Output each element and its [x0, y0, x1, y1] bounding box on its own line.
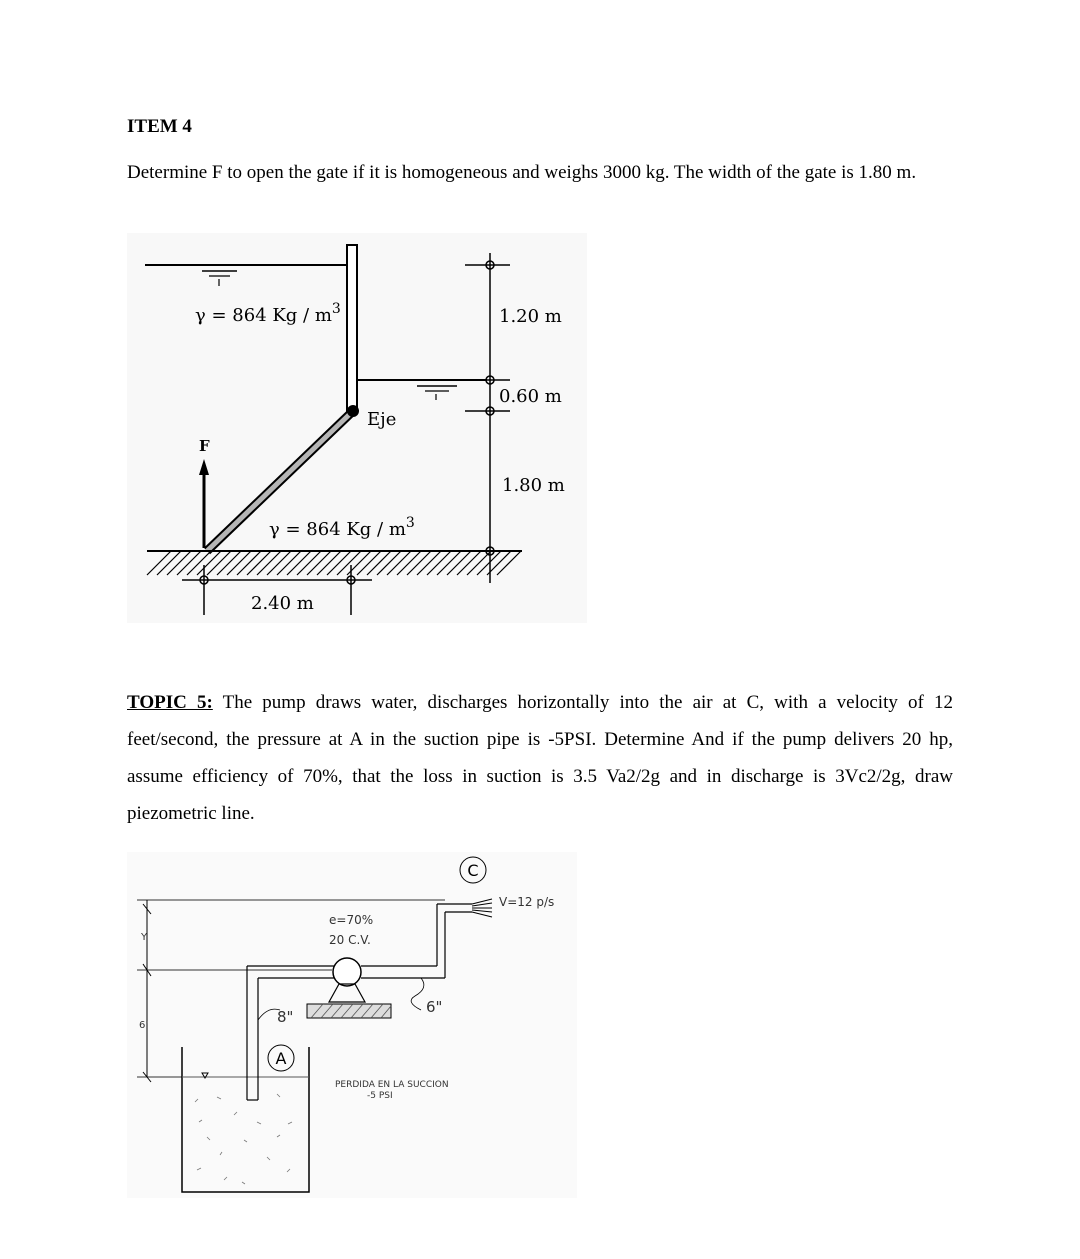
pipe-6-label: 6" — [426, 998, 443, 1016]
dim-2-label: 0.60 m — [499, 386, 562, 407]
pump-body — [333, 958, 361, 986]
topic5-body: The pump draws water, discharges horizontally into the air at C, with a velocity of 12 feet/second, the pressure at A in the suction pipe is -5PSI. Determine And if the pump delivers 20 hp, assume efficiency of 70%, that the loss in suction is 3.5 Va2/2g and in discharge is 3Vc2/2g, draw piezometric line. — [127, 692, 953, 824]
item4-heading: ITEM 4 — [127, 116, 192, 137]
hinge — [347, 405, 359, 417]
gate-diagram — [127, 233, 587, 623]
pump-base — [307, 1004, 391, 1018]
dim-1-label: 1.20 m — [499, 306, 562, 327]
dim-6-label: 6' — [139, 1020, 149, 1031]
dim-4-label: 2.40 m — [251, 593, 314, 614]
loss-value: -5 PSI — [367, 1091, 393, 1101]
velocity-label: V=12 p/s — [499, 895, 555, 909]
pipe-8-label: 8" — [277, 1008, 294, 1026]
gamma-top-label: γ = 864 Kg / $m^3$ — [195, 301, 341, 326]
point-a-label: A — [275, 1049, 287, 1068]
point-c-label: C — [467, 861, 479, 880]
pump-diagram — [127, 852, 577, 1198]
vertical-wall — [347, 245, 357, 413]
efficiency-label: e=70% — [329, 913, 374, 927]
topic5-text — [127, 684, 953, 832]
axis-label: Eje — [367, 409, 397, 430]
power-label: 20 C.V. — [329, 933, 371, 947]
loss-label: PERDIDA EN LA SUCCION — [335, 1080, 449, 1090]
gamma-bottom-label: γ = 864 Kg / $m^3$ — [269, 515, 415, 540]
topic5-title: TOPIC 5: — [127, 692, 213, 713]
item4-text: Determine F to open the gate if it is homogeneous and weighs 3000 kg. The width of the gate is 1.80 m. — [127, 162, 917, 183]
force-label: F — [199, 437, 210, 455]
dim-y-label: Y — [141, 932, 148, 943]
dim-3-label: 1.80 m — [502, 475, 565, 496]
